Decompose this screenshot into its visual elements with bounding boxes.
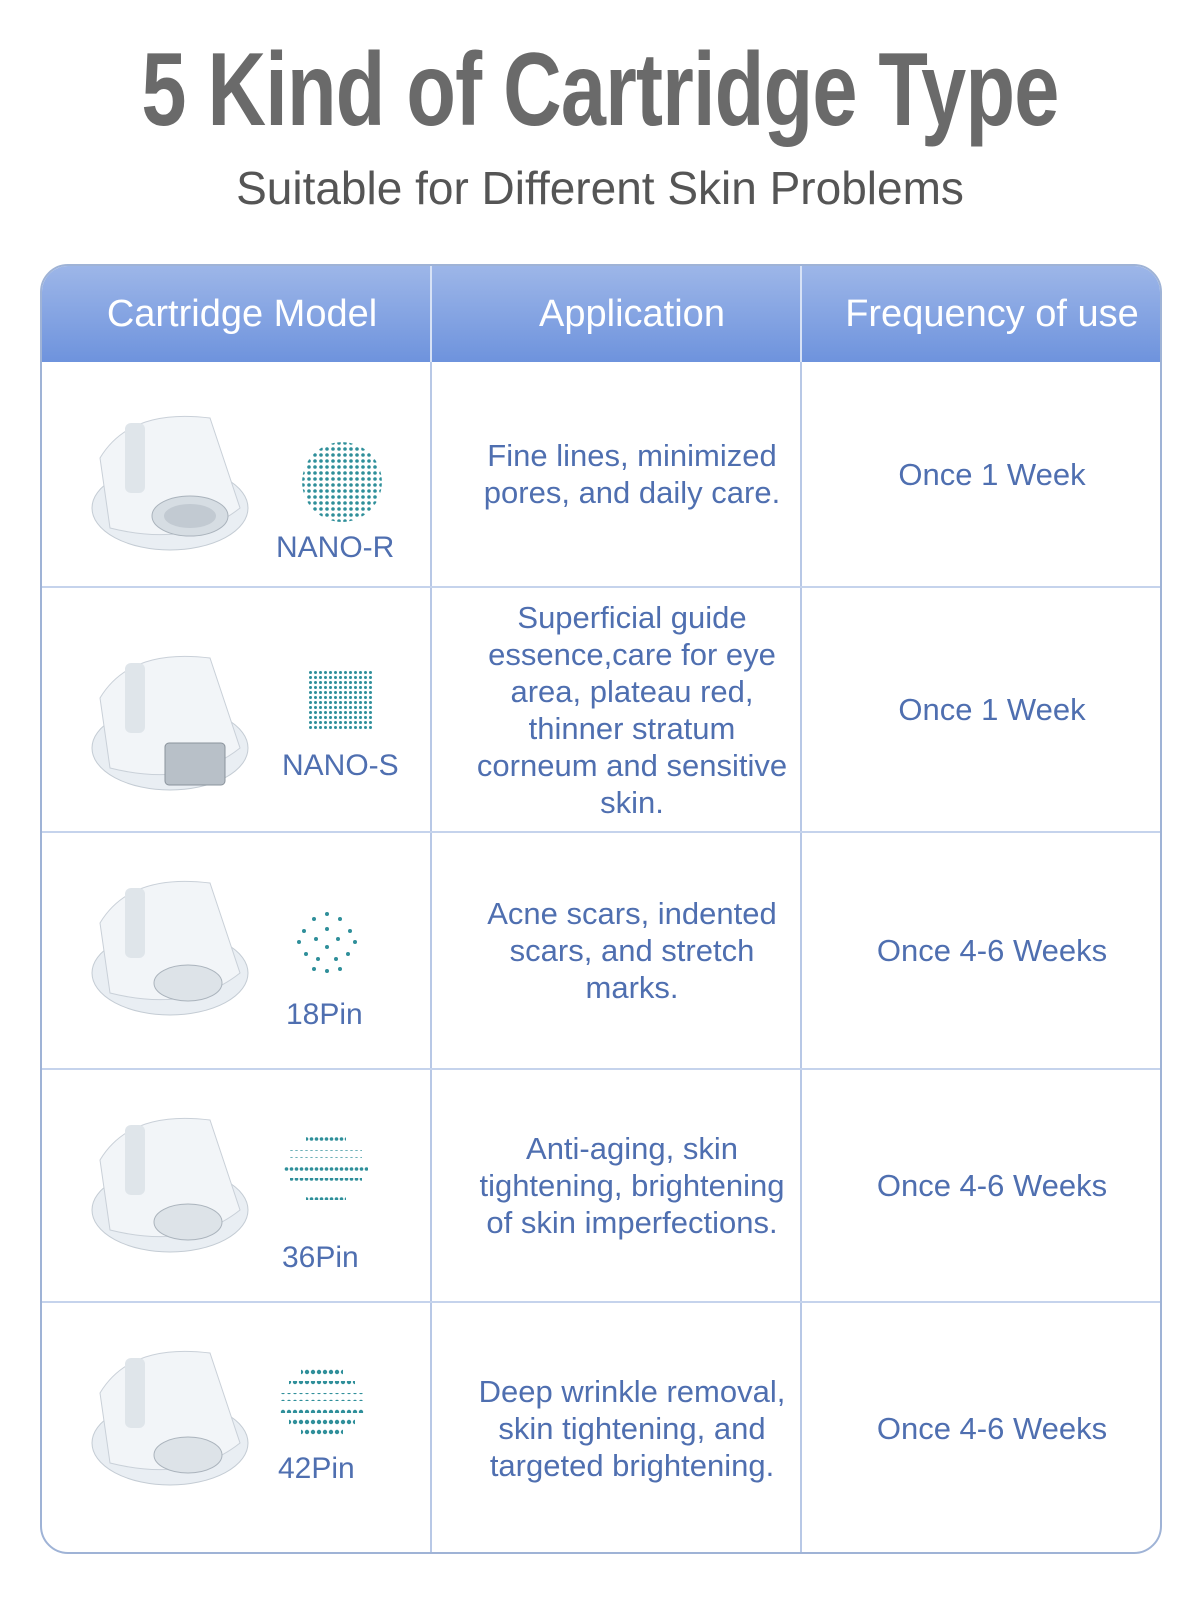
application-cell: Superficial guide essence,care for eye area, plateau red, thinner stratum corneum and sensitive skin. bbox=[476, 599, 788, 820]
36-pin-pattern-icon bbox=[284, 1136, 368, 1202]
frequency-cell: Once 1 Week bbox=[898, 692, 1086, 727]
table-row bbox=[42, 588, 1160, 831]
cartridge-model-label: 18Pin bbox=[286, 998, 363, 1031]
cartridge-image bbox=[70, 1100, 250, 1260]
frequency-cell: Once 4-6 Weeks bbox=[876, 933, 1108, 968]
column-header-application: Application bbox=[539, 293, 725, 335]
cartridge-image bbox=[70, 398, 250, 558]
cartridge-model-label: NANO-R bbox=[276, 531, 395, 564]
table-row bbox=[42, 1070, 1160, 1301]
nano-s-pin-pattern-icon bbox=[308, 670, 374, 730]
table-row bbox=[42, 833, 1160, 1068]
cartridge-image bbox=[70, 863, 250, 1023]
application-cell: Deep wrinkle removal, skin tightening, and targeted brightening. bbox=[478, 1374, 786, 1483]
header-divider bbox=[800, 266, 802, 362]
cartridge-model-label: 42Pin bbox=[278, 1452, 355, 1485]
application-cell: Acne scars, indented scars, and stretch marks. bbox=[487, 896, 777, 1005]
column-header-model: Cartridge Model bbox=[106, 293, 378, 335]
application-cell: Anti-aging, skin tightening, brightening of skin imperfections. bbox=[479, 1131, 785, 1240]
nano-r-pin-pattern-icon bbox=[300, 440, 384, 524]
application-cell: Fine lines, minimized pores, and daily care. bbox=[483, 438, 781, 510]
page-title: 5 Kind of Cartridge Type bbox=[141, 32, 1059, 148]
cartridge-model-label: 36Pin bbox=[282, 1241, 359, 1274]
cartridge-table bbox=[40, 264, 1162, 1554]
page-subtitle: Suitable for Different Skin Problems bbox=[236, 162, 964, 214]
18-pin-pattern-icon bbox=[294, 909, 360, 975]
frequency-cell: Once 1 Week bbox=[898, 456, 1086, 492]
frequency-cell: Once 4-6 Weeks bbox=[876, 1168, 1108, 1203]
cartridge-image bbox=[70, 638, 250, 798]
42-pin-pattern-icon bbox=[280, 1369, 364, 1435]
frequency-cell: Once 4-6 Weeks bbox=[876, 1411, 1108, 1446]
cartridge-model-label: NANO-S bbox=[282, 749, 399, 782]
table-row bbox=[42, 1303, 1160, 1554]
table-row bbox=[42, 362, 1160, 586]
column-header-frequency: Frequency of use bbox=[845, 293, 1139, 335]
header-divider bbox=[430, 266, 432, 362]
cartridge-image bbox=[70, 1333, 250, 1493]
table-header bbox=[42, 266, 1160, 362]
